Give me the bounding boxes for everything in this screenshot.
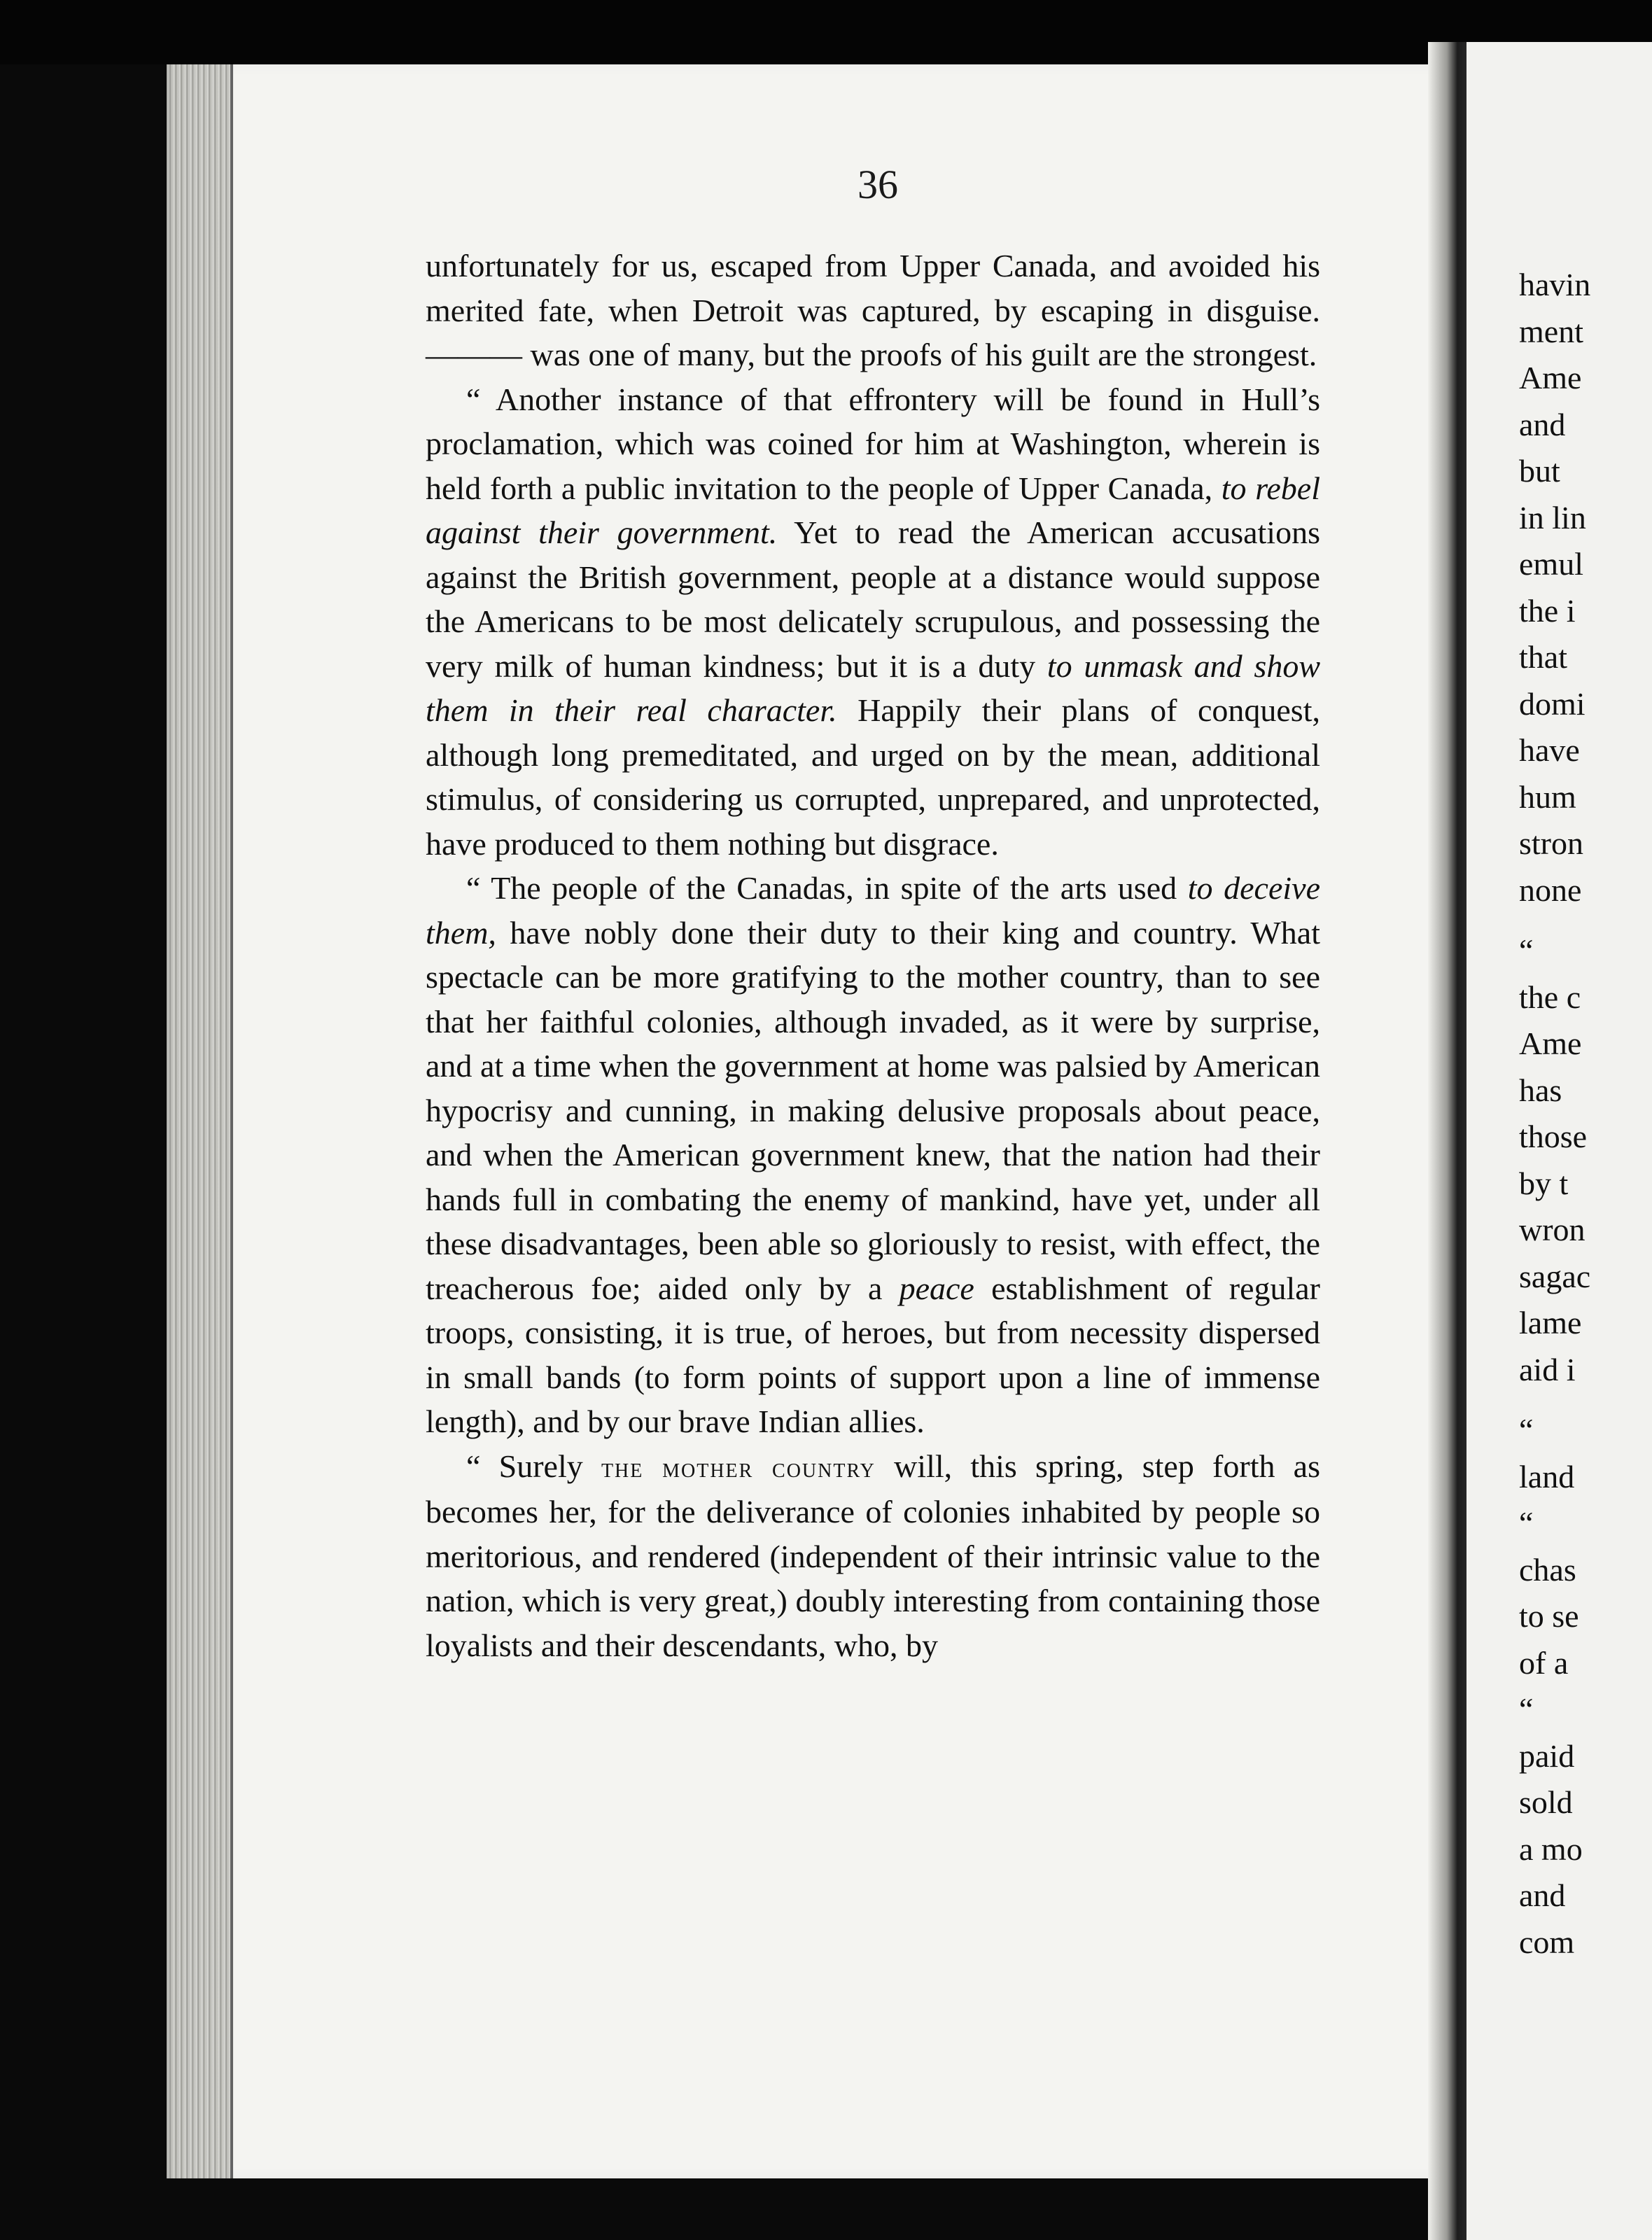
italic-word: peace [899, 1270, 974, 1306]
page-edges [167, 64, 233, 2178]
scan-border-top [0, 0, 1652, 64]
body-text [426, 244, 1320, 1667]
right-page-line: the c [1519, 979, 1581, 1015]
italic-phrase: to rebel against their government. [426, 470, 1321, 550]
right-page-line: have [1519, 732, 1580, 768]
right-page-line: emul [1519, 546, 1583, 582]
right-page-line: Ame [1519, 1026, 1582, 1061]
right-page-line: “ [1519, 1412, 1534, 1448]
right-page-line: chas [1519, 1551, 1576, 1588]
right-page-line: the i [1519, 592, 1576, 629]
right-page-line: stron [1519, 825, 1583, 861]
paragraph-4: “ Surely the mother country will, this spring, step forth as becomes her, for the deliverance of colonies inhabited by people so meritorious, and rendered (independent of their intrinsic value to the nation, which is very great,) doubly interesting from containing those loyalists and their descendants, who, by [426, 1448, 1321, 1663]
right-page-line: those [1519, 1119, 1588, 1154]
right-page-line: none [1519, 872, 1582, 908]
right-page-line: wron [1519, 1212, 1586, 1247]
right-page-line: to se [1519, 1598, 1579, 1634]
right-page-line: land [1519, 1458, 1575, 1494]
right-page-line: by t [1519, 1165, 1569, 1201]
right-page-line: “ [1519, 1505, 1534, 1541]
right-page-line: sagac [1519, 1258, 1591, 1294]
right-page-line: “ [1519, 932, 1534, 968]
right-page-line: and [1519, 406, 1566, 442]
right-page-line: a mo [1519, 1830, 1583, 1867]
right-page-line: of a [1519, 1644, 1569, 1681]
right-page-line: lame [1519, 1305, 1582, 1340]
right-page-line: hum [1519, 778, 1576, 815]
italic-phrase: to unmask and show them in their real character. [426, 648, 1321, 728]
small-caps-phrase: the mother country [601, 1451, 876, 1483]
right-page-line: domi [1519, 685, 1586, 722]
right-page-line: com [1519, 1924, 1575, 1960]
right-page-line: has [1519, 1072, 1562, 1108]
right-page-line: and [1519, 1877, 1566, 1913]
page-number: 36 [858, 162, 898, 207]
right-page-line: in lin [1519, 499, 1586, 536]
paragraph-1: unfortunately for us, escaped from Upper Canada, and avoided his merited fate, when Detroit was captured, by escaping in disguise. ——— was one of many, but the proofs of his guilt are the strongest. [426, 248, 1320, 372]
right-page-line: Ame [1519, 360, 1582, 396]
book-gutter [1428, 42, 1470, 2240]
right-page-line: “ [1519, 1691, 1534, 1727]
right-page-line: but [1519, 453, 1560, 489]
paragraph-2: “ Another instance of that effrontery will be found in Hull’s proclamation, which was coined for him at Washington, wherein is held forth a public invitation to the people of Upper Canada, to rebel against their government. Yet to read the American accusations against the British government, people at a distance would suppose the Americans to be most delicately scrupulous, and possessing the very milk of human kindness; but it is a duty to unmask and show them in their real character. Happily their plans of conquest, although long premeditated, and urged on by the mean, additional stimulus, of considering us corrupted, unprepared, and unprotected, have produced to them nothing but disgrace. [426, 381, 1321, 862]
right-page-line: paid [1519, 1737, 1575, 1774]
right-page-line: that [1519, 639, 1567, 675]
right-page-line: aid i [1519, 1351, 1576, 1387]
right-page-line: havin [1519, 267, 1591, 302]
right-page-line: ment [1519, 313, 1583, 349]
italic-phrase: to deceive them, [426, 870, 1321, 951]
right-page-line: sold [1519, 1784, 1573, 1820]
paragraph-3: “ The people of the Canadas, in spite of the arts used to deceive them, have nobly done their duty to their king and country. What spectacle can be more gratifying to the mother country, than to see that her faithful colonies, although invaded, as it were by surprise, and at a time when the government at home was palsied by American hypocrisy and cunning, in making delusive proposals about peace, and when the American government knew, that the nation had their hands full in combating the enemy of mankind, have yet, under all these disadvantages, been able so gloriously to resist, with effect, the treacherous foe; aided only by a peace establishment of regular troops, consisting, it is true, of heroes, but from necessity dispersed in small bands (to form points of support upon a line of immense length), and by our brave Indian allies. [426, 870, 1321, 1439]
